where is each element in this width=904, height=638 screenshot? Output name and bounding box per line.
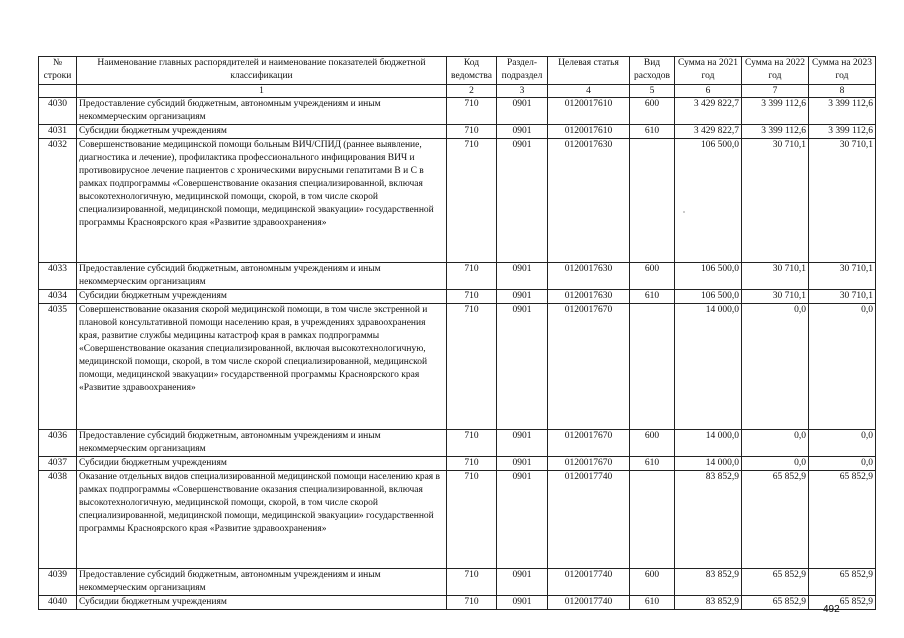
name-cell: Предоставление субсидий бюджетным, автономным учреждениям и иным некоммерческим организациям: [77, 430, 447, 457]
table-row: [39, 430, 876, 457]
row-number-cell: 4030: [39, 98, 77, 125]
row-number-cell: 4032: [39, 139, 77, 263]
statya-cell: 0120017630: [548, 263, 630, 290]
sum-2023-cell: 65 852,9: [809, 569, 876, 596]
statya-cell: 0120017670: [548, 430, 630, 457]
header-cell-sum-2023: Сумма на 2023 год: [809, 57, 876, 85]
name-cell: Субсидии бюджетным учреждениям: [77, 596, 447, 610]
ved-cell: 710: [447, 139, 497, 263]
header-cell-sum-2021: Сумма на 2021 год: [675, 57, 742, 85]
vid-cell: 610: [630, 290, 675, 304]
statya-cell: 0120017630: [548, 139, 630, 263]
table-row: [39, 569, 876, 596]
name-cell: Субсидии бюджетным учреждениям: [77, 290, 447, 304]
razdel-cell: 0901: [497, 596, 548, 610]
ved-cell: 710: [447, 596, 497, 610]
statya-cell: 0120017630: [548, 290, 630, 304]
razdel-cell: 0901: [497, 125, 548, 139]
vid-cell: 600: [630, 430, 675, 457]
razdel-cell: 0901: [497, 430, 548, 457]
name-cell: Субсидии бюджетным учреждениям: [77, 457, 447, 471]
row-number-cell: 4034: [39, 290, 77, 304]
sum-2023-cell: 3 399 112,6: [809, 98, 876, 125]
sum-2023-cell: 30 710,1: [809, 139, 876, 263]
column-index-cell: 8: [809, 85, 876, 98]
row-number-cell: 4035: [39, 304, 77, 430]
table-row: [39, 457, 876, 471]
page-number: 492: [823, 604, 840, 615]
sum-2021-cell: 106 500,0: [675, 290, 742, 304]
vid-cell: [630, 471, 675, 569]
table-row: [39, 98, 876, 125]
header-cell-razdel: Раздел-подраздел: [497, 57, 548, 85]
scan-speck: [683, 211, 685, 213]
sum-2021-cell: 3 429 822,7: [675, 125, 742, 139]
ved-cell: 710: [447, 290, 497, 304]
ved-cell: 710: [447, 98, 497, 125]
column-index-cell: 2: [447, 85, 497, 98]
row-number-cell: 4039: [39, 569, 77, 596]
sum-2021-cell: 14 000,0: [675, 304, 742, 430]
vid-cell: 610: [630, 457, 675, 471]
sum-2023-cell: 0,0: [809, 430, 876, 457]
name-cell: Предоставление субсидий бюджетным, автономным учреждениям и иным некоммерческим организациям: [77, 263, 447, 290]
ved-cell: 710: [447, 430, 497, 457]
name-cell: Совершенствование медицинской помощи больным ВИЧ/СПИД (раннее выявление, диагностика и лечение), профилактика профессионального инфицирования ВИЧ и противовирусное лечение пациентов с хроническими вирусными гепатитами В и С в рамках подпрограммы «Совершенствование оказания специализированной, включая высокотехнологичную, медицинской помощи, скорой, в том числе скорой специализированной, медицинской помощи, медицинской эвакуации» государственной программы Красноярского края «Развитие здравоохранения»: [77, 139, 447, 263]
ved-cell: 710: [447, 457, 497, 471]
sum-2021-cell: 83 852,9: [675, 569, 742, 596]
sum-2022-cell: 0,0: [742, 304, 809, 430]
sum-2022-cell: 65 852,9: [742, 569, 809, 596]
sum-2021-cell: 83 852,9: [675, 471, 742, 569]
sum-2022-cell: 0,0: [742, 430, 809, 457]
header-cell-name: Наименование главных распорядителей и наименование показателей бюджетной классификации: [77, 57, 447, 85]
sum-2023-cell: 65 852,9: [809, 596, 876, 610]
column-index-cell: 7: [742, 85, 809, 98]
sum-2022-cell: 65 852,9: [742, 596, 809, 610]
ved-cell: 710: [447, 125, 497, 139]
sum-2023-cell: 65 852,9: [809, 471, 876, 569]
sum-2022-cell: 3 399 112,6: [742, 125, 809, 139]
sum-2021-cell: 83 852,9: [675, 596, 742, 610]
vid-cell: [630, 139, 675, 263]
ved-cell: 710: [447, 263, 497, 290]
header-cell-sum-2022: Сумма на 2022 год: [742, 57, 809, 85]
row-number-cell: 4038: [39, 471, 77, 569]
row-number-cell: 4036: [39, 430, 77, 457]
vid-cell: 600: [630, 98, 675, 125]
row-number-cell: 4033: [39, 263, 77, 290]
statya-cell: 0120017670: [548, 457, 630, 471]
sum-2023-cell: 0,0: [809, 304, 876, 430]
razdel-cell: 0901: [497, 290, 548, 304]
column-index-row: [39, 85, 876, 98]
budget-table-page: [38, 56, 873, 610]
table-row: [39, 596, 876, 610]
sum-2022-cell: 30 710,1: [742, 290, 809, 304]
razdel-cell: 0901: [497, 471, 548, 569]
sum-2023-cell: 30 710,1: [809, 263, 876, 290]
statya-cell: 0120017740: [548, 569, 630, 596]
statya-cell: 0120017740: [548, 596, 630, 610]
column-index-cell: [39, 85, 77, 98]
row-number-cell: 4037: [39, 457, 77, 471]
name-cell: Совершенствование оказания скорой медицинской помощи, в том числе экстренной и плановой консультативной помощи населению края, в учреждениях здравоохранения края, развитие службы медицины катастроф края в рамках подпрограммы «Совершенствование оказания специализированной, включая высокотехнологичную, медицинской помощи, скорой, в том числе скорой специализированной, медицинской помощи, медицинской эвакуации» государственной программы Красноярского края «Развитие здравоохранения»: [77, 304, 447, 430]
vid-cell: 610: [630, 125, 675, 139]
vid-cell: [630, 304, 675, 430]
sum-2021-cell: 106 500,0: [675, 263, 742, 290]
sum-2022-cell: 3 399 112,6: [742, 98, 809, 125]
sum-2021-cell: 3 429 822,7: [675, 98, 742, 125]
sum-2021-cell: 14 000,0: [675, 457, 742, 471]
header-cell-statya: Целевая статья: [548, 57, 630, 85]
vid-cell: 600: [630, 263, 675, 290]
row-number-cell: 4040: [39, 596, 77, 610]
header-cell-ved: Код ведомства: [447, 57, 497, 85]
table-body: [39, 98, 876, 610]
sum-2021-cell: 106 500,0: [675, 139, 742, 263]
razdel-cell: 0901: [497, 457, 548, 471]
column-index-cell: 3: [497, 85, 548, 98]
name-cell: Предоставление субсидий бюджетным, автономным учреждениям и иным некоммерческим организациям: [77, 569, 447, 596]
column-index-cell: 1: [77, 85, 447, 98]
sum-2023-cell: 0,0: [809, 457, 876, 471]
razdel-cell: 0901: [497, 139, 548, 263]
name-cell: Субсидии бюджетным учреждениям: [77, 125, 447, 139]
razdel-cell: 0901: [497, 98, 548, 125]
ved-cell: 710: [447, 471, 497, 569]
header-row: [39, 57, 876, 85]
sum-2022-cell: 30 710,1: [742, 139, 809, 263]
budget-table: [38, 56, 876, 610]
sum-2022-cell: 30 710,1: [742, 263, 809, 290]
table-row: [39, 139, 876, 263]
table-row: [39, 263, 876, 290]
razdel-cell: 0901: [497, 263, 548, 290]
razdel-cell: 0901: [497, 569, 548, 596]
name-cell: Оказание отдельных видов специализированной медицинской помощи населению края в рамках подпрограммы «Совершенствование оказания специализированной, включая высокотехнологичную, медицинской помощи, скорой, в том числе скорой специализированной, медицинской помощи, медицинской эвакуации» государственной программы Красноярского края «Развитие здравоохранения»: [77, 471, 447, 569]
statya-cell: 0120017740: [548, 471, 630, 569]
table-row: [39, 125, 876, 139]
table-row: [39, 290, 876, 304]
statya-cell: 0120017610: [548, 125, 630, 139]
header-cell-vid: Вид расходов: [630, 57, 675, 85]
vid-cell: 600: [630, 569, 675, 596]
header-cell-row-number: № строки: [39, 57, 77, 85]
vid-cell: 610: [630, 596, 675, 610]
sum-2023-cell: 30 710,1: [809, 290, 876, 304]
ved-cell: 710: [447, 569, 497, 596]
ved-cell: 710: [447, 304, 497, 430]
sum-2022-cell: 65 852,9: [742, 471, 809, 569]
razdel-cell: 0901: [497, 304, 548, 430]
column-index-cell: 6: [675, 85, 742, 98]
name-cell: Предоставление субсидий бюджетным, автономным учреждениям и иным некоммерческим организациям: [77, 98, 447, 125]
column-index-cell: 4: [548, 85, 630, 98]
sum-2021-cell: 14 000,0: [675, 430, 742, 457]
sum-2023-cell: 3 399 112,6: [809, 125, 876, 139]
table-row: [39, 304, 876, 430]
statya-cell: 0120017670: [548, 304, 630, 430]
sum-2022-cell: 0,0: [742, 457, 809, 471]
row-number-cell: 4031: [39, 125, 77, 139]
table-row: [39, 471, 876, 569]
column-index-cell: 5: [630, 85, 675, 98]
statya-cell: 0120017610: [548, 98, 630, 125]
